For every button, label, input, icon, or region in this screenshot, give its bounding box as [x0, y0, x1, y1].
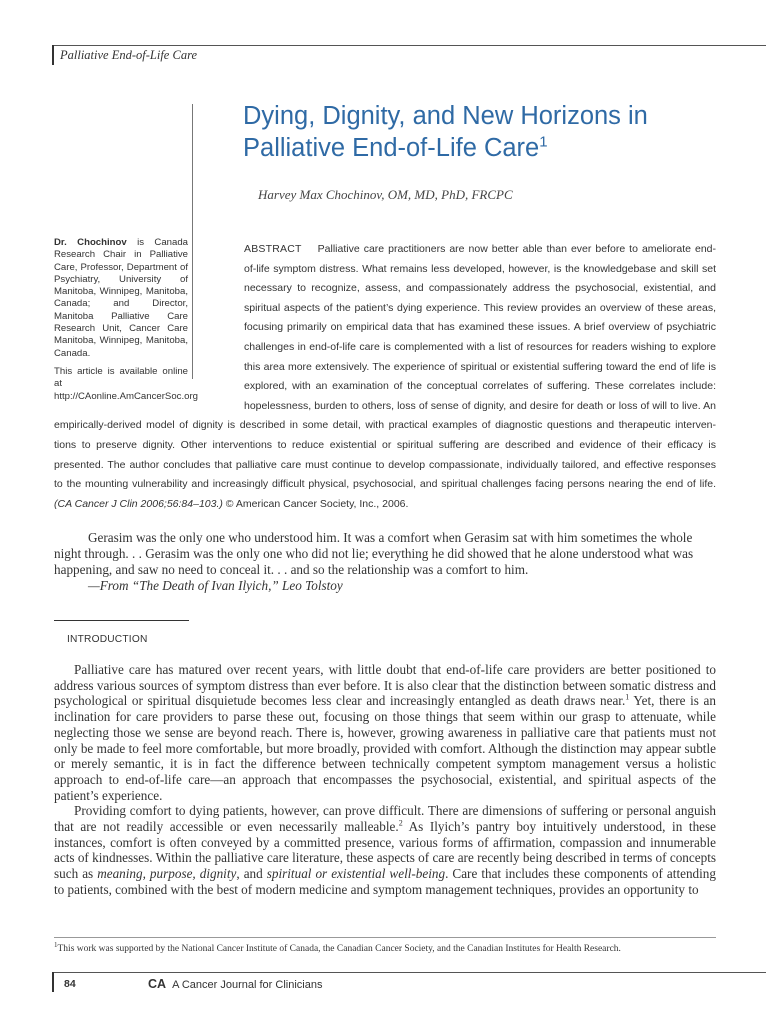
abstract-line: hopelessness, burden to others, loss of sense of dignity, and desire for death or loss of will to live. An	[244, 399, 716, 412]
author-bio	[54, 237, 188, 360]
journal-citation: (CA Cancer J Clin 2006;56:84–103.)	[54, 497, 223, 510]
article-title	[243, 100, 743, 164]
title-footnote-mark: 1	[539, 133, 548, 151]
footer-rule	[52, 972, 766, 973]
page-number: 84	[64, 978, 76, 990]
abstract-line: challenges in end-of-life care is complemented with a list of resources for readers wishing to explore	[244, 341, 716, 353]
epigraph-quote: Gerasim was the only one who understood him. It was a comfort when Gerasim sat with him sometimes the whole night through. . . Gerasim was the only one who did not lie; everything he did showed that he alone understood what was happening, and saw no need to conceal it. . . and so the relationship was a comfort to him.	[54, 530, 694, 577]
body-text	[54, 662, 716, 898]
abstract-citation-line	[54, 495, 716, 515]
footnote-mark: 1	[54, 941, 58, 949]
reference-mark: 1	[625, 693, 630, 703]
abstract-line: this area more extensively. The experience of spiritual or existential suffering toward the end of life is	[244, 360, 716, 373]
reference-mark: 2	[398, 818, 403, 828]
sidebar-rule	[192, 104, 193, 379]
epigraph	[54, 530, 716, 594]
header-bar	[52, 45, 54, 65]
copyright: © American Cancer Society, Inc., 2006.	[222, 497, 409, 510]
abstract-line: empirically-derived model of dignity is described in some detail, with practical examples of diagnostic questions and therapeutic interven-	[54, 419, 716, 432]
title-line-1: Dying, Dignity, and New Horizons in	[243, 102, 648, 130]
bio-text: is Canada Research Chair in Palliative Care, Professor, Department of Psychiatry, University of Manitoba, Winnipeg, Manitoba, Canada; and Director, Manitoba Palliative Care Research Unit, Cancer Care Manitoba, Winnipeg, Manitoba, Canada.	[54, 237, 188, 359]
epigraph-source: —From “The Death of Ivan Ilyich,” Leo Tolstoy	[88, 578, 343, 593]
abstract-line: necessary to recognize, assess, and compassionately address the psychosocial, existential, and	[244, 282, 716, 295]
journal-name	[148, 977, 322, 991]
footnote	[54, 937, 716, 954]
journal-abbrev: CA	[148, 977, 167, 991]
author-line: Harvey Max Chochinov, OM, MD, PhD, FRCPC	[258, 187, 513, 202]
paragraph: Providing comfort to dying patients, however, can prove difficult. There are dimensions of suffering or personal anguish that are not readily accessible or even necessarily malleable.$^2$ As Ilyich’s pantry boy intuitively understood, in these instances, comfort is often conveyed by a committed presence, various forms of affirmation, compassion and innumerable acts of kindnesses. Within the palliative care literature, these aspects of care are recently being described in terms of concepts such as meaning, purpose, dignity, and spiritual or existential well-being. Care that includes these components of attending to patients, combined with the best of modern medicine and symptom management techniques, provides an opportunity to	[54, 803, 717, 897]
abstract-line: spiritual aspects of the patient’s dying experience. This review provides an overview of these areas,	[244, 301, 716, 314]
section-rule	[54, 620, 189, 621]
title-line-2: Palliative End-of-Life Care	[243, 134, 540, 162]
abstract-label: ABSTRACT	[244, 243, 302, 255]
abstract-line: ABSTRACT Palliative care practitioners are now better able than ever before to ameliorate end-	[244, 243, 716, 255]
bio-name: Dr. Chochinov	[54, 237, 127, 248]
author-sidebar	[54, 237, 198, 409]
abstract-line: explored, with an examination of the conceptual correlates of suffering. These correlates include:	[244, 380, 716, 393]
abstract-line: to the mounting vulnerability and increasingly difficult physical, psychosocial, and spiritual challenges facing persons nearing the end of life.	[54, 478, 716, 491]
footnote-text: This work was supported by the National Cancer Institute of Canada, the Canadian Cancer Society, and the Canadian Institutes for Health Research.	[57, 944, 621, 955]
abstract-line: of-life symptom distress. What remains less developed, however, is the knowledgebase and skill set	[244, 262, 716, 275]
online-note: This article is available online at http://CAonline.AmCancerSoc.org	[54, 365, 198, 402]
abstract-line: presented. The author concludes that palliative care must continue to develop compassionate, individually tailored, and effective responses	[54, 458, 716, 471]
running-head: Palliative End-of-Life Care	[60, 48, 198, 62]
abstract-line: focusing primarily on empirical data that has examined these issues. A brief overview of psychiatric	[244, 321, 716, 334]
footer-bar	[52, 972, 54, 992]
abstract-line: tions to preserve dignity. Other interventions to reduce existential or spiritual suffering are described and evidence of their efficacy is	[54, 439, 716, 451]
paragraph: Palliative care has matured over recent years, with little doubt that end-of-life care providers are better positioned to address various sources of symptom distress than ever before. It is also clear that the distinction between somatic distress and psychological or spiritual disquietude becomes less clear and increasingly entangled as death draws near.$^1$ Yet, there is an inclination for care providers to parse these out, focusing on those things that seem within our grasp to attenuate, while neglecting those we sense are beyond reach. There is, however, growing awareness in palliative care that patients must not only be made to feel more comfortable, but more broadly, provided with comfort. Although the distinction may appear subtle or merely semantic, it is in fact the difference between technically competent symptom management versus a holistic approach to end-of-life care—an approach that encompasses the psychosocial, existential, and spiritual aspects of the patient’s experience.	[54, 662, 716, 803]
journal-full-name: A Cancer Journal for Clinicians	[172, 979, 323, 991]
section-heading-introduction: INTRODUCTION	[67, 634, 148, 645]
header-rule	[52, 45, 766, 46]
